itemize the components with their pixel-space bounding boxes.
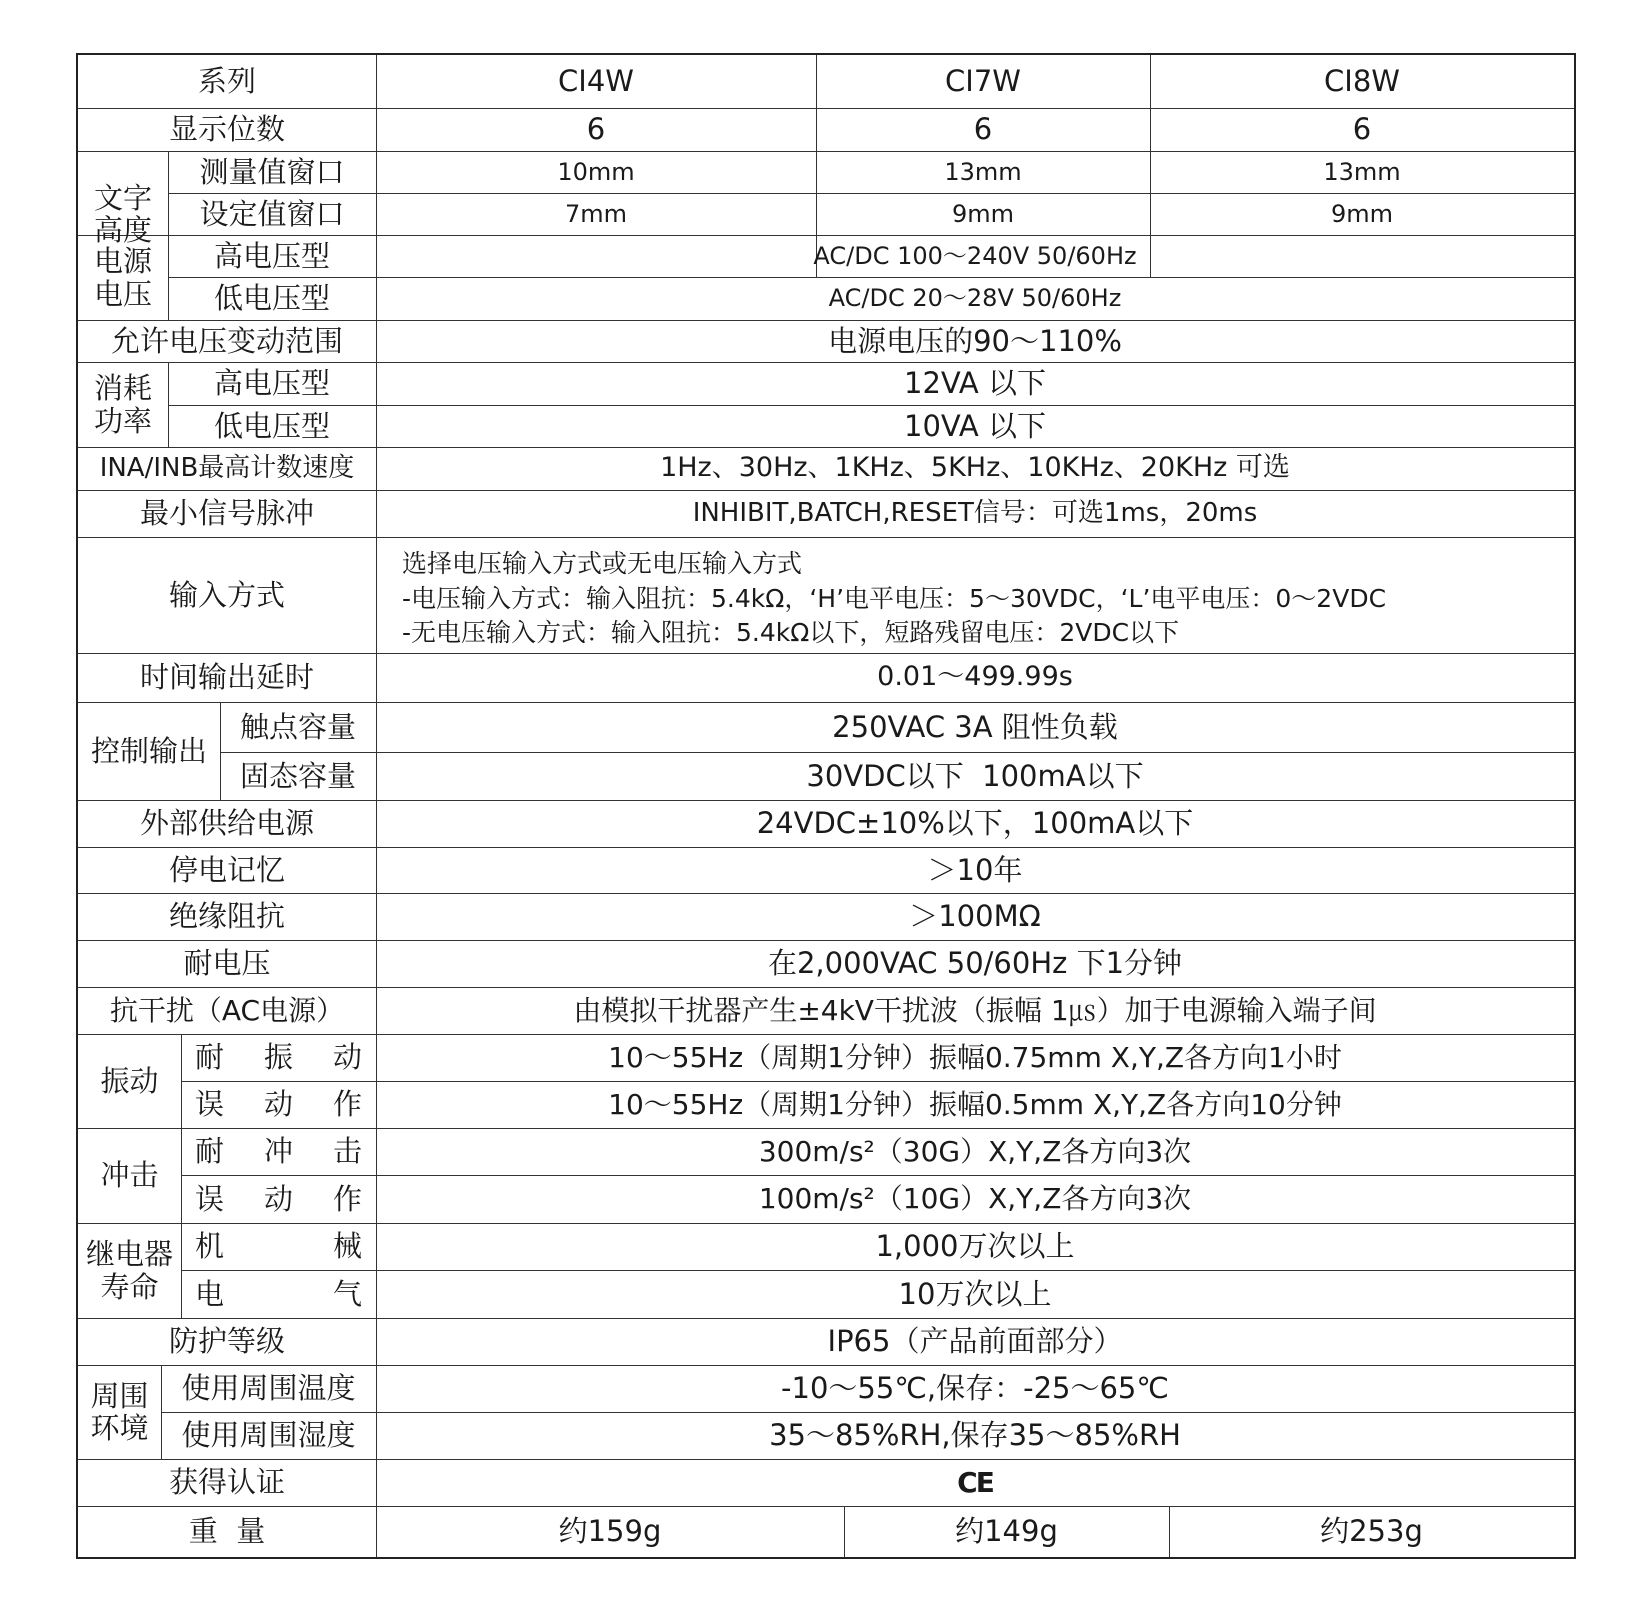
- label-char: 动: [263, 1087, 293, 1122]
- count-speed-value: 1Hz、30Hz、1KHz、5KHz、10KHz、20KHz 可选: [660, 452, 1290, 484]
- protection-value: IP65（产品前面部分）: [827, 1324, 1123, 1359]
- shock-malfunction-label: [181, 1175, 376, 1223]
- measured-window-value: 13mm: [944, 157, 1022, 186]
- spec-table: [76, 53, 1576, 1559]
- contact-capacity-label: 触点容量: [239, 709, 356, 744]
- input-method-line: -电压输入方式：输入阻抗：5.4kΩ，‘H’电平电压：5～30VDC，‘L’电平电压：0～2VDC: [402, 583, 1387, 613]
- weight-label: 重 量: [188, 1514, 266, 1549]
- set-window-label: 设定值窗口: [199, 196, 345, 231]
- input-method-line: -无电压输入方式：输入阻抗：5.4kΩ以下，短路残留电压：2VDC以下: [402, 618, 1180, 647]
- shock-malfunction-value: 100m/s²（10G）X,Y,Z各方向3次: [758, 1182, 1192, 1216]
- char-height-label-a: 文字: [93, 180, 152, 215]
- min-pulse-label: 最小信号脉冲: [139, 496, 314, 531]
- label-char: 动: [263, 1181, 293, 1216]
- model-ci4w: CI4W: [558, 64, 634, 99]
- consumption-low-value: 10VA 以下: [904, 408, 1046, 443]
- high-voltage-value: AC/DC 100～240V 50/60Hz: [813, 241, 1137, 270]
- memory-value: ＞10年: [927, 852, 1023, 887]
- environment-label-b: 环境: [90, 1411, 149, 1445]
- solid-state-capacity-label: 固态容量: [239, 758, 356, 793]
- char-height-label-b: 高度: [93, 213, 152, 247]
- certification-label: 获得认证: [168, 1465, 285, 1500]
- noise-value: 由模拟干扰器产生±4kV干扰波（振幅 1㎲）加于电源输入端子间: [573, 993, 1377, 1027]
- high-voltage-label: 高电压型: [213, 238, 330, 273]
- digits-value: 6: [973, 112, 993, 147]
- digits-value: 6: [586, 112, 606, 147]
- relay-electrical-label: [181, 1270, 376, 1318]
- digits-label: 显示位数: [168, 112, 285, 147]
- shock-label: 冲击: [100, 1158, 159, 1193]
- ce-mark: CE: [957, 1465, 993, 1499]
- environment-label-a: 周围: [90, 1378, 149, 1413]
- input-method-value: [376, 537, 1574, 653]
- output-delay-label: 时间输出延时: [139, 660, 314, 695]
- header-label: 系列: [197, 64, 256, 99]
- solid-state-capacity-value: 30VDC以下 100mA以下: [806, 758, 1144, 793]
- consumption-low-label: 低电压型: [213, 408, 330, 443]
- vibration-endurance-label: [181, 1034, 376, 1081]
- label-char: 误: [195, 1181, 225, 1216]
- consumption-high-label: 高电压型: [213, 366, 330, 401]
- measured-window-label: 测量值窗口: [199, 154, 345, 189]
- vibration-malfunction-label: [181, 1081, 376, 1128]
- external-power-label: 外部供给电源: [139, 806, 314, 841]
- vibration-label: 振动: [100, 1063, 159, 1098]
- consumption-high-value: 12VA 以下: [904, 366, 1046, 401]
- vibration-malfunction-value: 10～55Hz（周期1分钟）振幅0.5mm X,Y,Z各方向10分钟: [608, 1087, 1342, 1121]
- contact-capacity-value: 250VAC 3A 阻性负载: [832, 709, 1118, 744]
- noise-label: 抗干扰（AC电源）: [109, 993, 345, 1027]
- power-consumption-label-a: 消耗: [93, 371, 152, 406]
- relay-life-group-label: [78, 1223, 181, 1318]
- label-char: 击: [332, 1134, 362, 1169]
- measured-window-value: 13mm: [1323, 157, 1401, 186]
- low-voltage-label: 低电压型: [213, 281, 330, 316]
- voltage-range-value: 电源电压的90～110%: [828, 323, 1122, 358]
- protection-label: 防护等级: [168, 1324, 285, 1359]
- power-voltage-label-b: 电压: [93, 276, 152, 311]
- insulation-label: 绝缘阻抗: [168, 899, 285, 934]
- label-char: 作: [332, 1087, 362, 1122]
- measured-window-value: 10mm: [557, 157, 635, 186]
- model-ci7w: CI7W: [945, 64, 1021, 99]
- count-speed-label: INA/INB最高计数速度: [99, 452, 355, 483]
- label-char: 冲: [263, 1134, 293, 1169]
- set-window-value: 9mm: [951, 199, 1015, 228]
- shock-endurance-value: 300m/s²（30G）X,Y,Z各方向3次: [758, 1134, 1192, 1168]
- set-window-value: 9mm: [1330, 199, 1394, 228]
- vibration-endurance-value: 10～55Hz（周期1分钟）振幅0.75mm X,Y,Z各方向1小时: [608, 1040, 1342, 1074]
- label-char: 振: [263, 1040, 293, 1075]
- power-consumption-label-b: 功率: [93, 403, 152, 438]
- label-char: 耐: [195, 1040, 225, 1075]
- label-char: 械: [332, 1229, 362, 1264]
- label-char: 作: [332, 1181, 362, 1216]
- low-voltage-value: AC/DC 20～28V 50/60Hz: [828, 284, 1122, 313]
- relay-life-label-b: 寿命: [100, 1269, 159, 1304]
- relay-mechanical-label: [181, 1223, 376, 1270]
- humidity-label: 使用周围湿度: [181, 1418, 356, 1453]
- weight-ci8w: 约253g: [1320, 1514, 1423, 1549]
- min-pulse-value: INHIBIT,BATCH,RESET信号：可选1ms，20ms: [692, 497, 1258, 528]
- environment-group-label: [78, 1365, 161, 1459]
- temperature-label: 使用周围温度: [181, 1371, 356, 1406]
- input-method-label: 输入方式: [168, 577, 285, 612]
- label-char: 动: [332, 1040, 362, 1075]
- power-consumption-group-label: [78, 362, 168, 447]
- weight-ci4w: 约159g: [558, 1514, 662, 1549]
- memory-label: 停电记忆: [168, 852, 285, 887]
- withstand-voltage-label: 耐电压: [183, 946, 271, 981]
- set-window-value: 7mm: [564, 199, 628, 228]
- label-char: 耐: [195, 1134, 225, 1169]
- model-ci8w: CI8W: [1324, 64, 1400, 99]
- control-output-label: 控制输出: [90, 733, 207, 768]
- withstand-voltage-value: 在2,000VAC 50/60Hz 下1分钟: [767, 946, 1183, 981]
- humidity-value: 35～85%RH,保存35～85%RH: [769, 1418, 1181, 1453]
- external-power-value: 24VDC±10%以下，100mA以下: [756, 806, 1194, 841]
- shock-endurance-label: [181, 1128, 376, 1175]
- power-voltage-group-label: [78, 235, 168, 320]
- temperature-value: -10～55℃,保存：-25～65℃: [781, 1371, 1169, 1406]
- insulation-value: ＞100MΩ: [909, 899, 1041, 934]
- label-char: 误: [195, 1087, 225, 1122]
- power-voltage-label-a: 电源: [93, 244, 152, 279]
- input-method-line: 选择电压输入方式或无电压输入方式: [402, 549, 803, 578]
- voltage-range-label: 允许电压变动范围: [110, 323, 343, 358]
- label-char: 电: [195, 1276, 225, 1311]
- label-char: 机: [195, 1229, 225, 1264]
- weight-ci7w: 约149g: [955, 1514, 1058, 1549]
- digits-value: 6: [1352, 112, 1372, 147]
- label-char: 气: [332, 1276, 362, 1311]
- relay-life-label-a: 继电器: [85, 1237, 173, 1272]
- relay-mechanical-value: 1,000万次以上: [875, 1229, 1075, 1264]
- output-delay-value: 0.01～499.99s: [877, 661, 1073, 693]
- relay-electrical-value: 10万次以上: [898, 1276, 1052, 1311]
